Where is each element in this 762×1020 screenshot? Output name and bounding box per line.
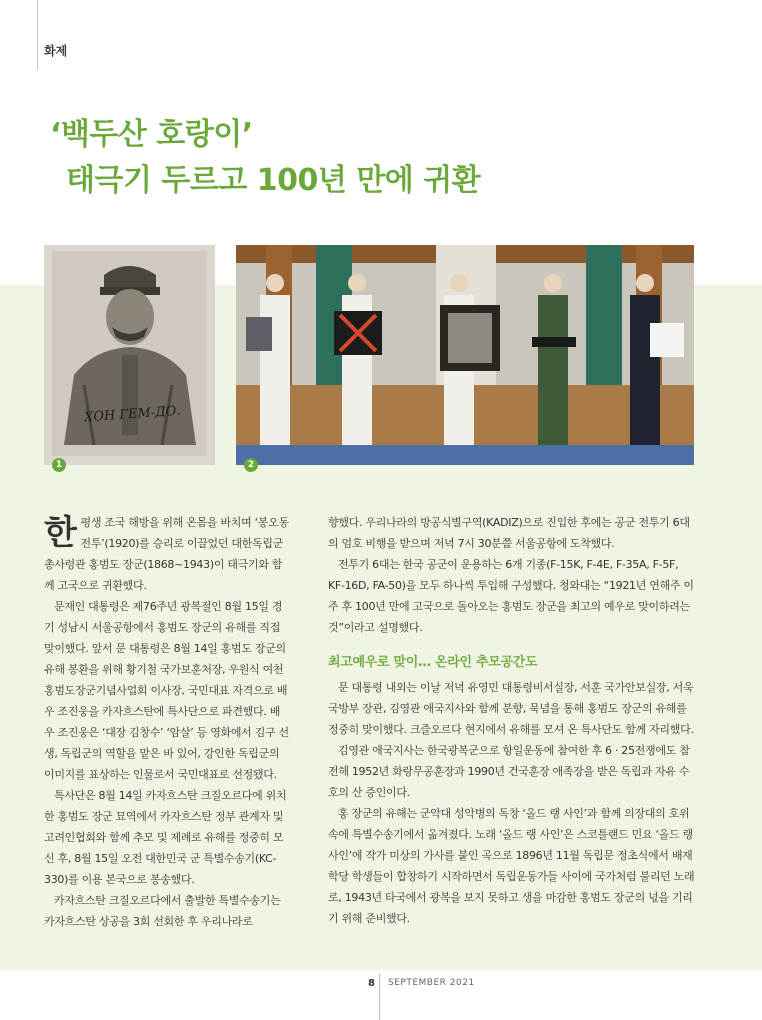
paragraph: 향했다. 우리나라의 방공식별구역(KADIZ)으로 진입한 후에는 공군 전투기 6대의 엄호 비행을 받으며 저녁 7시 30분쯤 서울공항에 도착했다. [328,516,690,550]
paragraph: 문 대통령 내외는 이날 저녁 유영민 대통령비서실장, 서훈 국가안보실장, 서욱 국방부 장관, 김영관 애국지사와 함께 분향, 묵념을 통해 홍범도 장군의 유해를 정중히 맞이했다. 크즐오르다 현지에서 유해를 모셔 온 특사단도 함께 자리했다. [328,681,694,736]
page-number: 8 [368,978,375,989]
header-rule [37,0,38,70]
ceremony-illustration [236,245,694,465]
paragraph: 카자흐스탄 크질오르다에서 출발한 특별수송기는 카자흐스탄 상공을 3회 선회한 후 우리나라로 [44,894,281,928]
paragraph: 한평생 조국 해방을 위해 온몸을 바치며 ‘봉오동 전투’(1920)를 승리로 이끌었던 대한독립군 총사령관 홍범도 장군(1868~1943)이 태극기와 함께 고국으로 귀환했다. [44,513,289,592]
paragraph: 전투기 6대는 한국 공군이 운용하는 6개 기종(F-15K, F-4E, F-35A, F-5F, KF-16D, FA-50)을 모두 하나씩 투입해 구성했다. 청와대는 “1921년 연해주 이주 후 100년 만에 고국으로 돌아오는 홍범도 장군을 최고의 예우로 맞이하려는 것”이라고 설명했다. [328,558,694,634]
photo-badge-2: 2 [244,458,258,472]
footer-divider [379,974,380,1020]
paragraph: 김영관 애국지사는 한국광복군으로 항일운동에 참여한 후 6 · 25전쟁에도 참전해 1952년 화랑무공훈장과 1990년 건국훈장 애족장을 받은 독립과 자유 수호의 산 증인이다. [328,744,690,799]
photo-portrait [44,245,215,465]
paragraph: 특사단은 8월 14일 카자흐스탄 크질오르다에 위치한 홍범도 장군 묘역에서 카자흐스탄 정부 관계자 및 고려인협회와 함께 추모 및 제례로 유해를 정중히 모신 후, 8월 15일 오전 대한민국 군 특별수송기(KC-330)를 이용 본국으로 봉송했다. [44,789,287,886]
issue-date: SEPTEMBER 2021 [388,978,475,988]
paragraph: 문재인 대통령은 제76주년 광복절인 8월 15일 경기 성남시 서울공항에서 홍범도 장군의 유해를 직접 맞이했다. 앞서 문 대통령은 8월 14일 홍범도 장군의 유해 봉환을 위해 황기철 국가보훈처장, 우원식 여천홍범도장군기념사업회 이사장, 국민대표 자격으로 배우 조진웅을 카자흐스탄에 특사단으로 파견했다. 배우 조진웅은 ‘대장 김창수’ ‘암살’ 등 영화에서 김구 선생, 독립군의 역할을 맡은 바 있어, 강인한 독립군의 이미지를 표상하는 인물로서 국민대표로 선정됐다. [44,600,289,781]
photo-badge-1: 1 [52,458,66,472]
portrait-caption: ХОН ГЕМ-ДО. [83,403,181,426]
dropcap: 한 [44,513,77,553]
title-line-1: ‘백두산 호랑이’ [50,117,253,152]
paragraph: 홍 장군의 유해는 군악대 성악병의 독창 ‘올드 랭 사인’과 함께 의장대의 호위 속에 특별수송기에서 옮겨졌다. 노래 ‘올드 랭 사인’은 스코틀랜드 민요 ‘올드 랭 사인’에 작가 미상의 가사를 붙인 곡으로 1896년 11월 독립문 정초식에서 배재학당 학생들이 합창하기 시작하면서 독립운동가들 사이에 국가처럼 불리던 노래로, 1943년 타국에서 광복을 보지 못하고 생을 마감한 홍범도 장군의 넋을 기리기 위해 준비했다. [328,807,695,925]
portrait-illustration [44,245,215,465]
photo-ceremony [236,245,694,465]
article-column-2 [328,512,696,929]
subheading: 최고예우로 맞이… 온라인 추모공간도 [328,655,538,670]
article-title [50,112,480,204]
article-column-1 [44,512,290,932]
title-line-2: 태극기 두르고 100년 만에 귀환 [66,163,481,198]
section-label: 화제 [44,44,68,58]
